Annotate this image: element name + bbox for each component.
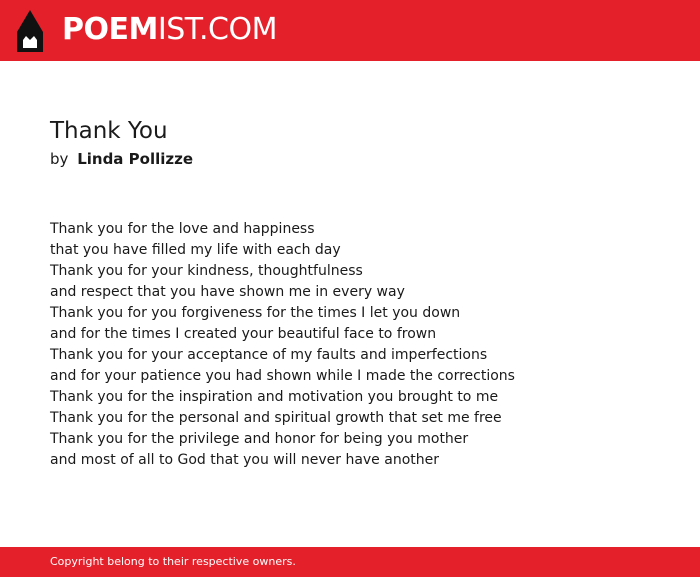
by-label: by [50, 150, 69, 168]
poem-line: Thank you for your acceptance of my faults and imperfections [50, 347, 488, 363]
brand-strong: POEM [62, 12, 158, 47]
poem-line: that you have filled my life with each day [50, 242, 341, 258]
poem-line: and respect that you have shown me in every way [50, 284, 405, 300]
poem-line: Thank you for your kindness, thoughtfulness [50, 263, 363, 279]
poem-line: Thank you for the personal and spiritual growth that set me free [50, 410, 502, 426]
poem-line: Thank you for the inspiration and motivation you brought to me [50, 389, 499, 405]
poem-line: Thank you for the privilege and honor for being you mother [50, 431, 469, 447]
site-logo-text[interactable] [62, 13, 277, 47]
poem-line: Thank you for the love and happiness [50, 221, 315, 237]
brand-light: IST.COM [157, 12, 277, 47]
poem-byline [50, 149, 193, 169]
poem-line: and for your patience you had shown while I made the corrections [50, 368, 515, 384]
copyright-text: Copyright belong to their respective owners. [50, 555, 296, 568]
poem-title: Thank You [50, 118, 168, 144]
pencil-icon[interactable] [17, 10, 43, 52]
poem-line: and most of all to God that you will never have another [50, 452, 439, 468]
poem-body [50, 219, 515, 471]
author-link[interactable]: Linda Pollizze [77, 150, 194, 168]
poem-line: Thank you for you forgiveness for the times I let you down [50, 305, 461, 321]
poem-line: and for the times I created your beautiful face to frown [50, 326, 437, 342]
site-footer [0, 547, 700, 577]
site-header [0, 0, 700, 61]
